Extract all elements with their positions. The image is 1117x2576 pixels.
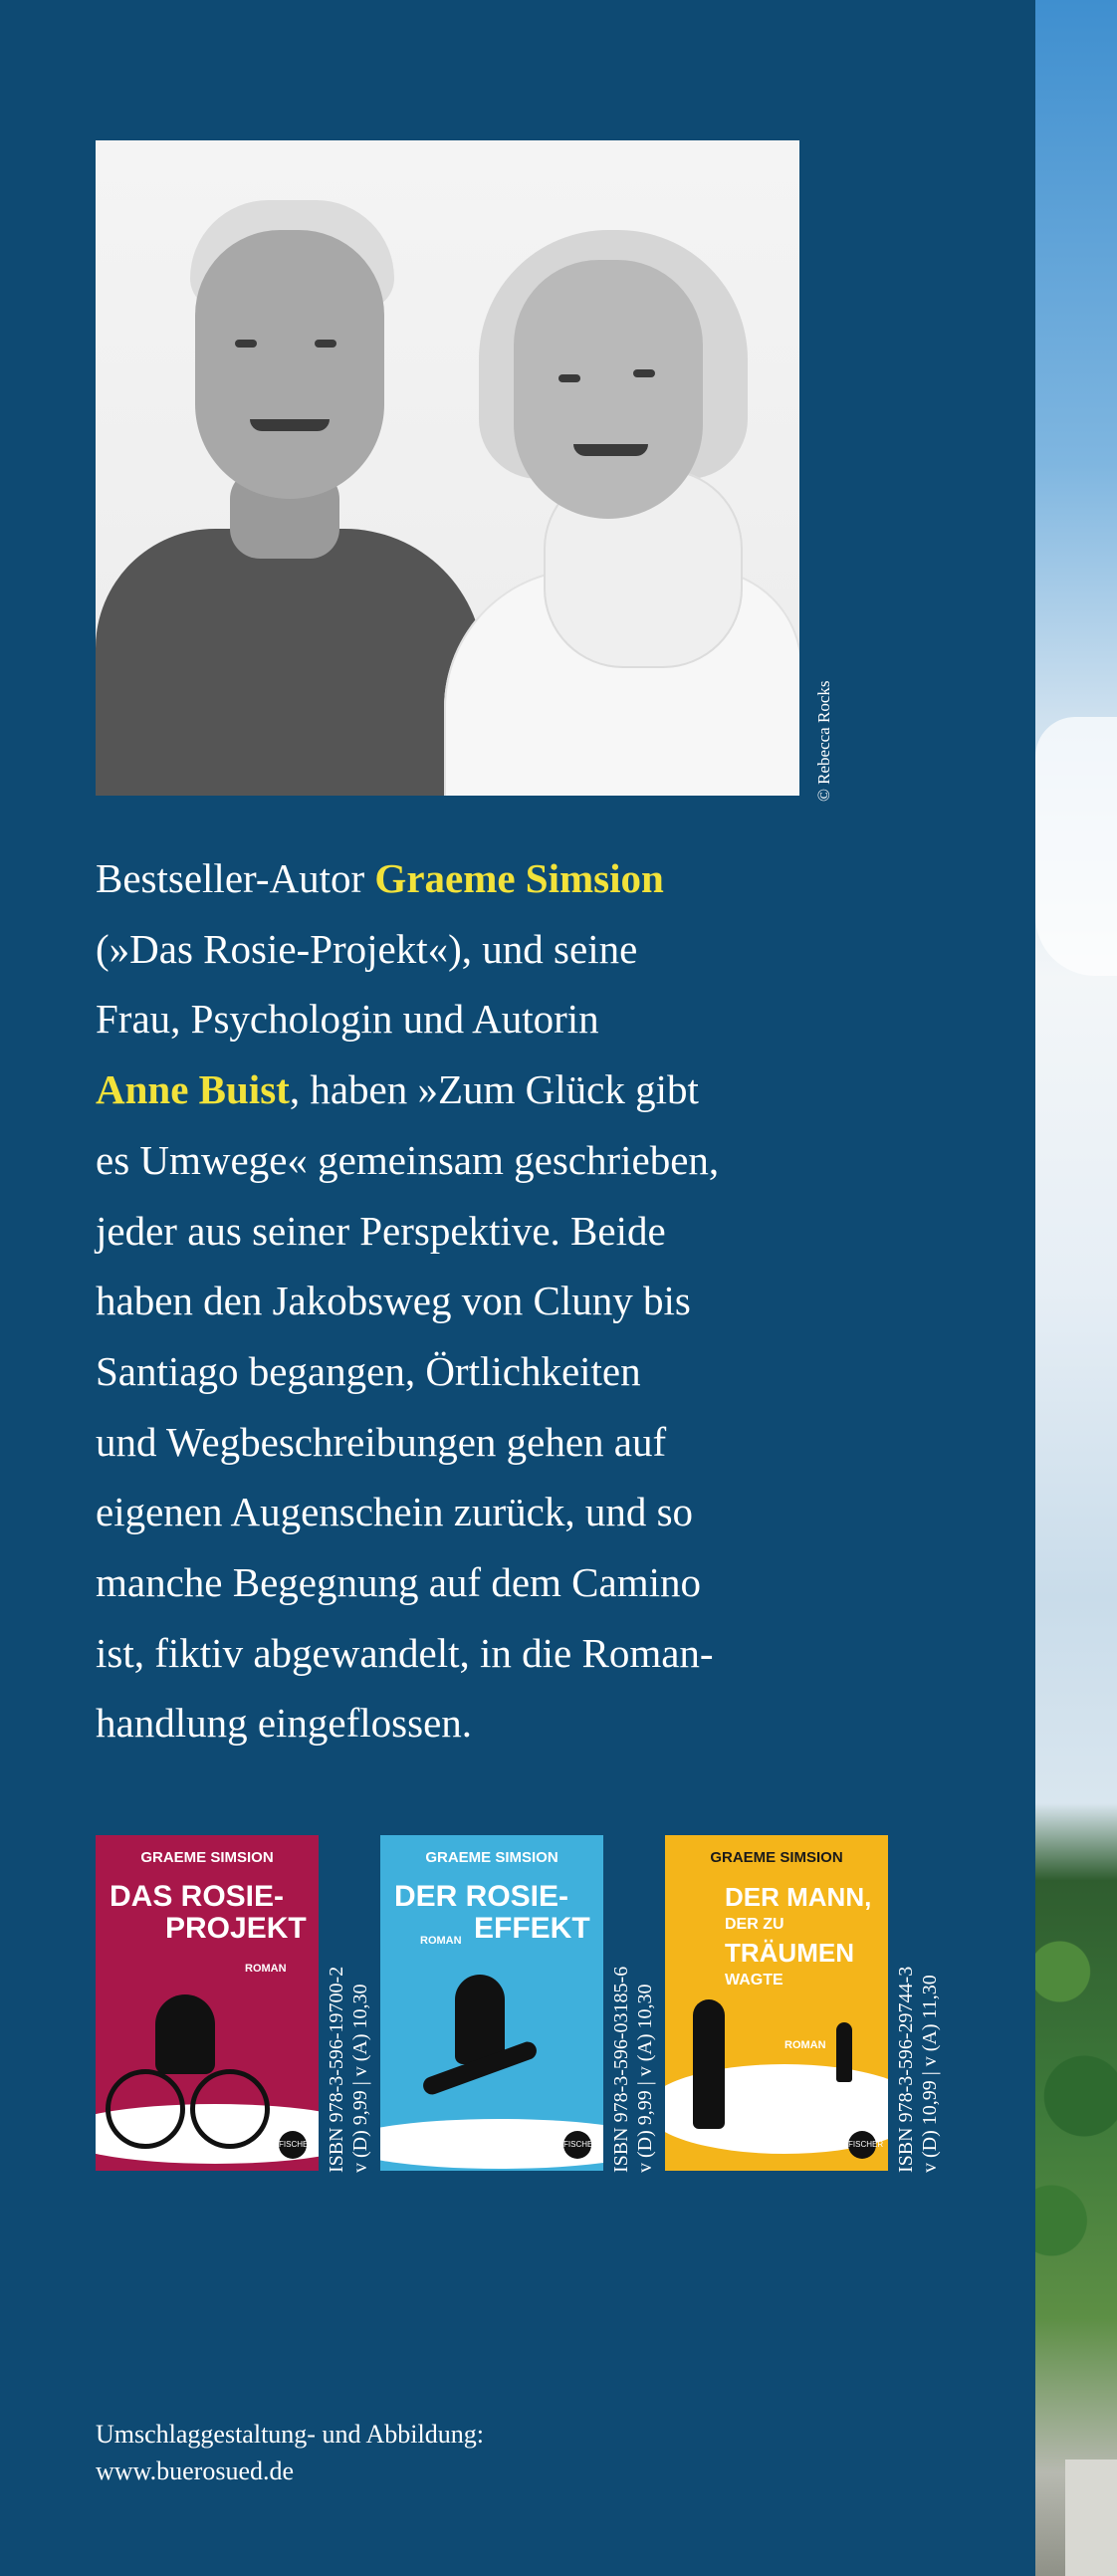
- eye: [558, 374, 580, 382]
- book-cover-mann-traeumen: [665, 1835, 888, 2171]
- person-2-face: [514, 260, 703, 519]
- cover-title-line: DER ROSIE-: [394, 1880, 569, 1913]
- bio-text: , haben »Zum Glück gibt: [289, 1066, 699, 1113]
- cover-author: GRAEME SIMSION: [710, 1849, 843, 1866]
- bio-line: Frau, Psychologin und Autorin: [96, 996, 599, 1043]
- price-text: v (D) 9,99 | v (A) 10,30: [349, 1984, 371, 2173]
- photo-credit: © Rebecca Rocks: [814, 680, 833, 802]
- cover-title: [725, 1883, 874, 1994]
- person-1-shirt: [96, 529, 484, 796]
- bio-line: Santiago begangen, Örtlichkeiten: [96, 1347, 641, 1394]
- eye: [315, 340, 336, 348]
- price-text: v (D) 10,99 | v (A) 11,30: [919, 1975, 941, 2173]
- cover-title-line: WAGTE: [725, 1972, 783, 1989]
- bio-line: haben den Jakobsweg von Cluny bis: [96, 1278, 691, 1324]
- bio-line: manche Begegnung auf dem Camino: [96, 1559, 701, 1606]
- author-bio: [96, 843, 932, 1758]
- publisher-logo-icon: FISCHER: [848, 2131, 876, 2159]
- spine-landscape-image: [1035, 0, 1117, 2576]
- bio-line: (»Das Rosie-Projekt«), und seine: [96, 925, 638, 972]
- book-cover-rosie-effekt: [380, 1835, 603, 2171]
- cover-title: [110, 1881, 309, 1945]
- cloud-shape: [1035, 717, 1117, 976]
- tree-shape: [1035, 1872, 1117, 2370]
- design-credit-url: www.buerosued.de: [96, 2457, 295, 2485]
- book-isbn-price: [325, 1967, 372, 2173]
- author-name-highlight: Graeme Simsion: [374, 855, 664, 901]
- bio-line: [96, 843, 932, 914]
- bio-line: jeder aus seiner Perspektive. Beide: [96, 1207, 666, 1254]
- price-text: v (D) 9,99 | v (A) 10,30: [634, 1984, 656, 2173]
- cover-title-line: TRÄUMEN: [725, 1938, 854, 1968]
- isbn-text: ISBN 978-3-596-19700-2: [326, 1966, 347, 2173]
- bio-text: Bestseller-Autor: [96, 855, 375, 901]
- cyclist-silhouette: [155, 1994, 215, 2074]
- person-1-face: [195, 230, 384, 499]
- cover-genre: ROMAN: [245, 1963, 287, 1975]
- bicycle-wheel-icon: [106, 2069, 185, 2149]
- eye: [235, 340, 257, 348]
- bio-line: und Wegbeschreibungen gehen auf: [96, 1418, 667, 1465]
- bio-line: handlung eingeflossen.: [96, 1700, 473, 1747]
- bio-line: es Umwege« gemeinsam geschrieben,: [96, 1136, 720, 1183]
- bio-line: [96, 1054, 932, 1125]
- walking-woman-silhouette: [836, 2022, 852, 2082]
- cover-genre: ROMAN: [420, 1935, 462, 1947]
- eye: [633, 369, 655, 377]
- cover-title-line: EFFEKT: [474, 1912, 590, 1945]
- design-credit-label: Umschlaggestaltung- und Abbildung:: [96, 2420, 484, 2449]
- cover-title-line: DAS ROSIE-: [110, 1880, 285, 1913]
- author-name-highlight: Anne Buist: [96, 1066, 290, 1113]
- cover-title-line: DER MANN,: [725, 1882, 872, 1912]
- bio-line: ist, fiktiv abgewandelt, in die Roman-: [96, 1629, 714, 1676]
- publisher-logo-icon: FISCHER: [279, 2131, 307, 2159]
- cover-author: GRAEME SIMSION: [140, 1849, 274, 1866]
- runner-silhouette: [455, 1975, 505, 2064]
- isbn-text: ISBN 978-3-596-29744-3: [895, 1966, 917, 2173]
- book-isbn-price: [609, 1967, 657, 2173]
- smile: [250, 419, 330, 431]
- design-credits: [96, 2416, 484, 2489]
- walking-man-silhouette: [693, 1999, 725, 2129]
- cover-author: GRAEME SIMSION: [425, 1849, 558, 1866]
- cover-title-line: DER ZU: [725, 1916, 784, 1933]
- publisher-logo-icon: FISCHER: [563, 2131, 591, 2159]
- book-cover-rosie-projekt: [96, 1835, 319, 2171]
- cover-genre: ROMAN: [784, 2039, 826, 2051]
- path-shape: [1065, 2459, 1117, 2576]
- bio-line: eigenen Augenschein zurück, und so: [96, 1489, 694, 1535]
- smile: [573, 444, 648, 456]
- book-isbn-price: [894, 1967, 942, 2173]
- author-photo: [96, 140, 799, 796]
- bicycle-wheel-icon: [190, 2069, 270, 2149]
- cover-title-line: PROJEKT: [165, 1912, 307, 1945]
- isbn-text: ISBN 978-3-596-03185-6: [610, 1966, 632, 2173]
